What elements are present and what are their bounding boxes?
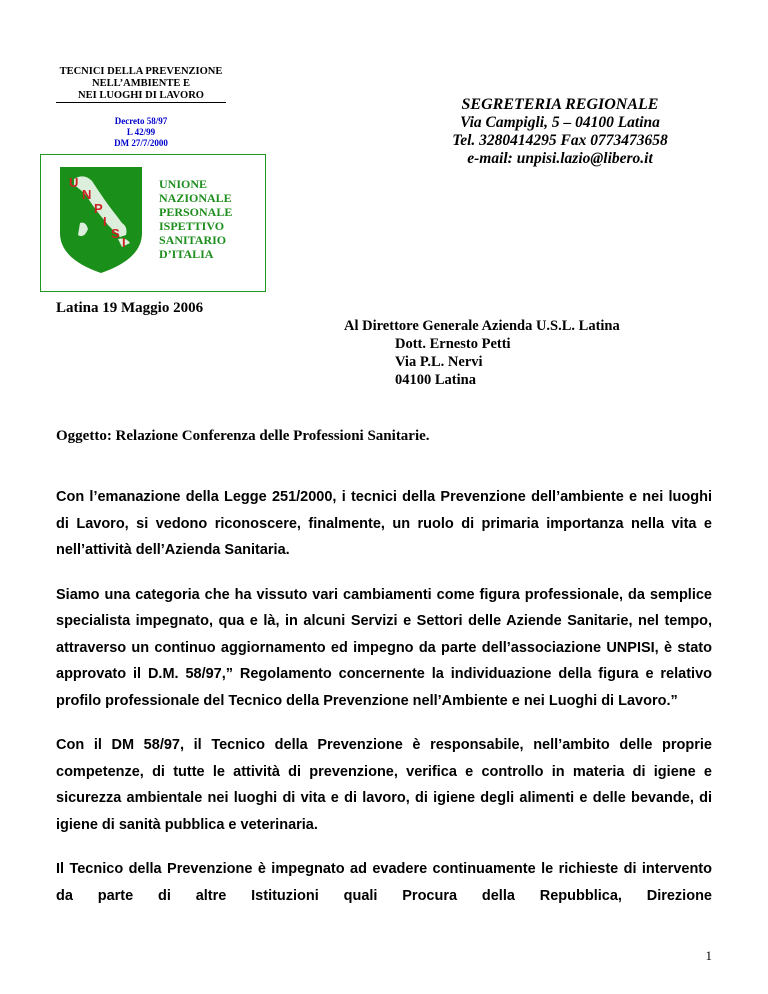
secretariat-title: SEGRETERIA REGIONALE: [461, 96, 659, 113]
secretariat-phone: Tel. 3280414295 Fax 0773473658: [452, 132, 668, 149]
decree-item: DM 27/7/2000: [114, 138, 168, 148]
page-number: 1: [705, 948, 712, 963]
decree-item: Decreto 58/97: [114, 116, 168, 126]
secretariat-address: Via Campigli, 5 – 04100 Latina: [460, 114, 660, 131]
logo-text: [159, 177, 232, 261]
recipient-line: Via P.L. Nervi: [395, 354, 483, 370]
logo-text-line: D’ITALIA: [159, 247, 214, 261]
logo-letter: N: [82, 187, 92, 202]
logo-text-line: UNIONE: [159, 177, 208, 191]
secretariat-block: [440, 96, 680, 168]
recipient-block: [344, 317, 620, 389]
body-paragraph: Il Tecnico della Prevenzione è impegnato ad evadere continuamente le richieste di intervento da parte di altre Istituzioni quali Procura della Repubblica, Direzione: [56, 861, 712, 904]
decree-list: [86, 116, 196, 149]
body-paragraph: Con l’emanazione della Legge 251/2000, i tecnici della Prevenzione dell’ambiente e nei luoghi di Lavoro, si vedono riconoscere, finalmente, un ruolo di primaria importanza nella vita e nell’attività dell’Azienda Sanitaria.: [56, 489, 712, 558]
recipient-line: 04100 Latina: [395, 372, 476, 388]
logo-letter: P: [94, 201, 103, 216]
logo-text-line: SANITARIO: [159, 233, 227, 247]
logo-text-line: NAZIONALE: [159, 191, 232, 205]
body-paragraph: Con il DM 58/97, il Tecnico della Prevenzione è responsabile, nell’ambito delle proprie competenze, di tutte le attività di prevenzione, verifica e controllo in materia di igiene e sicurezza ambientale nei luoghi di vita e di lavoro, di igiene degli alimenti e delle bevande, di igiene di sanità pubblica e veterinaria.: [56, 737, 712, 833]
recipient-line: Dott. Ernesto Petti: [395, 336, 511, 352]
secretariat-email[interactable]: e-mail: unpisi.lazio@libero.it: [467, 150, 653, 167]
recipient-line: Al Direttore Generale Azienda U.S.L. Latina: [344, 318, 620, 334]
shield-italy-icon: [56, 163, 146, 275]
logo-letter: I: [103, 214, 107, 229]
unpisi-logo: [40, 154, 266, 292]
logo-letter: S: [111, 226, 120, 241]
logo-text-line: ISPETTIVO: [159, 219, 225, 233]
decree-item: L 42/99: [126, 127, 156, 137]
logo-text-line: PERSONALE: [159, 205, 233, 219]
logo-letter: U: [69, 175, 79, 190]
letter-body: [56, 484, 712, 927]
logo-letter: I: [122, 235, 126, 250]
body-paragraph: Siamo una categoria che ha vissuto vari cambiamenti come figura professionale, da semplice specialista impegnato, qua e là, in alcuni Servizi e Settori delle Aziende Sanitarie, nel tempo, attraverso un continuo aggiornamento ed impegno da parte dell’associazione UNPISI, è stato approvato il D.M. 58/97,” Regolamento concernente la individuazione della figura e relativo profilo professionale del Tecnico della Prevenzione nell’Ambiente e nei Luoghi di Lavoro.”: [56, 586, 712, 709]
org-header-line: TECNICI DELLA PREVENZIONE: [59, 66, 223, 77]
org-header-line: NEI LUOGHI DI LAVORO: [56, 90, 226, 103]
org-header: [56, 66, 226, 103]
org-header-line: NELL’AMBIENTE E: [92, 78, 190, 89]
subject-line: Oggetto: Relazione Conferenza delle Professioni Sanitarie.: [56, 428, 430, 444]
date-line: Latina 19 Maggio 2006: [56, 300, 204, 316]
